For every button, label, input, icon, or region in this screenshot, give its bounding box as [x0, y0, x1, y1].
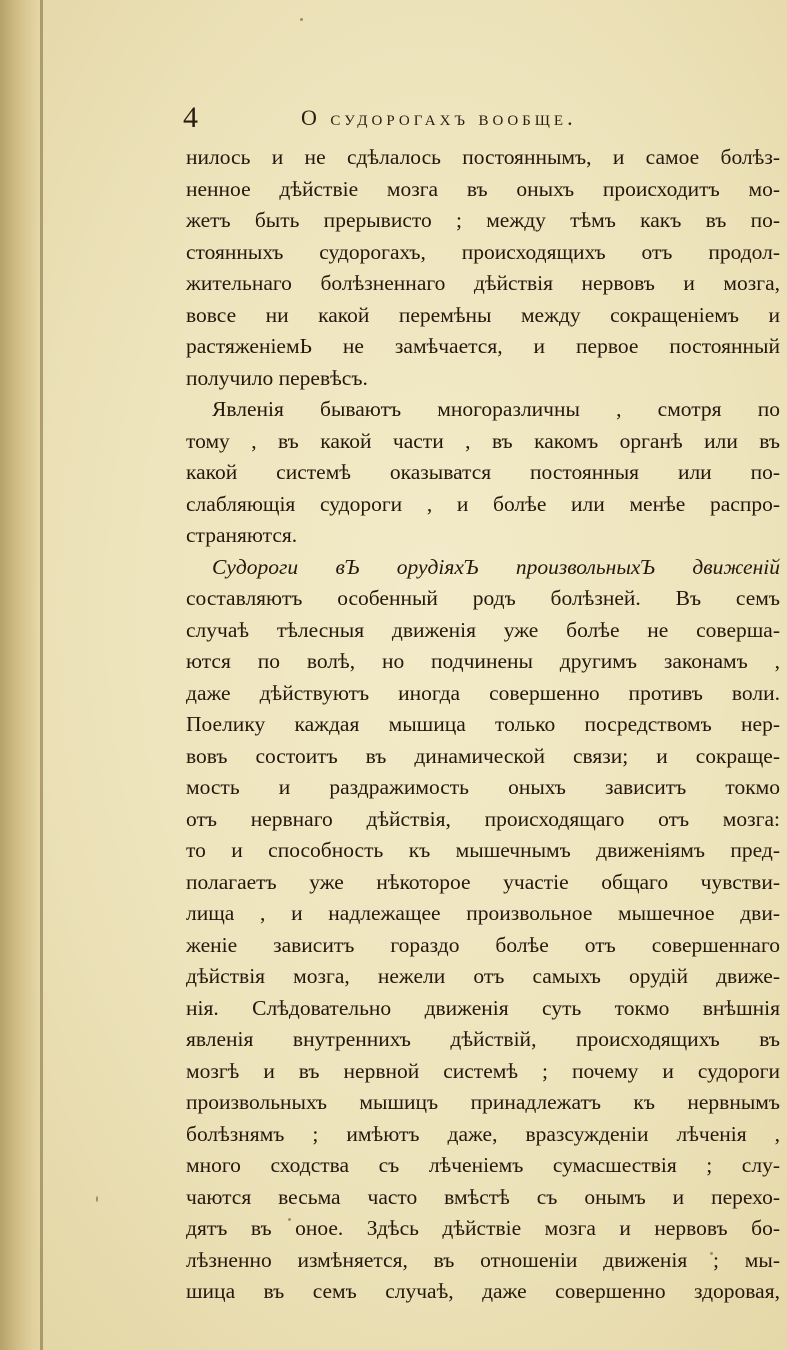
page-gutter: [0, 0, 44, 1350]
text-line: ются по волѣ, но подчинены другимъ законамъ ,: [186, 649, 780, 673]
text-line: лѣзненно измѣняется, въ отношеніи движенія ; мы-: [186, 1247, 780, 1272]
text-line: ненное дѣйствіе мозга въ оныхъ происходитъ мо-: [186, 176, 780, 201]
text-line: мость и раздражимость оныхъ зависитъ токмо: [186, 775, 780, 799]
text-line: чаются весьма часто вмѣстѣ съ онымъ и перехо-: [186, 1184, 780, 1209]
binding-edge: [40, 0, 43, 1350]
text-line: женіе зависитъ гораздо болѣе отъ совершеннаго: [186, 932, 780, 957]
text-line: нилось и не сдѣлалось постояннымъ, и самое болѣз-: [186, 145, 780, 169]
text-line: нія. Слѣдовательно движенія суть токмо внѣшнія: [186, 995, 780, 1020]
paper-speck: [300, 18, 303, 21]
section-heading-line: Судороги вЪ орудіяхЪ произвольныхЪ движеній: [212, 554, 780, 579]
text-line: тому , въ какой части , въ какомъ органѣ или въ: [186, 428, 780, 453]
text-line: дятъ въ оное. Здѣсь дѣйствіе мозга и нервовъ бо-: [186, 1216, 780, 1240]
text-line: болѣзнямъ ; имѣютъ даже, вразсужденіи лѣченія ,: [186, 1121, 780, 1146]
text-line: даже дѣйствуютъ иногда совершенно противъ воли.: [186, 680, 780, 705]
paragraph-3: [186, 552, 780, 1308]
text-line: получило перевѣсъ.: [186, 365, 368, 390]
text-line: слабляющія судороги , и болѣе или менѣе распро-: [186, 491, 780, 516]
text-line: стоянныхъ судорогахъ, происходящихъ отъ продол-: [186, 239, 780, 264]
text-line: полагаетъ уже нѣкоторое участіе общаго чувстви-: [186, 869, 780, 894]
paper-speck: [96, 1196, 98, 1202]
paragraph-2: [186, 394, 780, 552]
text-line: произвольныхъ мышицъ принадлежатъ къ нервнымъ: [186, 1090, 780, 1114]
text-line: шица въ семъ случаѣ, даже совершенно здоровая,: [186, 1279, 780, 1303]
text-line: дѣйствія мозга, нежели отъ самыхъ орудій движе-: [186, 964, 780, 988]
text-line: вовсе ни какой перемѣны между сокращеніемъ и: [186, 302, 780, 327]
text-line: то и способность къ мышечнымъ движеніямъ пред-: [186, 838, 780, 862]
text-line: жетъ быть прерывисто ; между тѣмъ какъ въ по-: [186, 208, 780, 232]
paragraph-1: [186, 142, 780, 394]
text-line: мозгѣ и въ нервной системѣ ; почему и судороги: [186, 1058, 780, 1083]
text-line: много сходства съ лѣченіемъ сумасшествія ; слу-: [186, 1153, 780, 1177]
text-line: случаѣ тѣлесныя движенія уже болѣе не соверша-: [186, 617, 780, 642]
text-line: отъ нервнаго дѣйствія, происходящаго отъ мозга:: [186, 806, 780, 831]
text-line: какой системѣ оказыватся постоянныя или по-: [186, 460, 780, 484]
text-line: лища , и надлежащее произвольное мышечное дви-: [186, 901, 780, 925]
text-line: Явленія бываютъ многоразличны , смотря по: [212, 397, 780, 421]
text-line: вовъ состоитъ въ динамической связи; и сокраще-: [186, 743, 780, 768]
page-number: 4: [183, 101, 198, 134]
chapter-title: О судорогахъ вообще.: [301, 105, 577, 130]
text-line: явленія внутреннихъ дѣйствій, происходящихъ въ: [186, 1027, 780, 1051]
text-line: Поелику каждая мышица только посредствомъ нер-: [186, 712, 780, 736]
text-line: составляютъ особенный родъ болѣзней. Въ семъ: [186, 586, 780, 610]
body-text: [186, 142, 780, 1308]
text-line: страняются.: [186, 523, 298, 547]
text-line: растяженіемЬ не замѣчается, и первое постоянный: [186, 334, 780, 358]
text-line: жительнаго болѣзненнаго дѣйствія нервовъ и мозга,: [186, 271, 780, 295]
running-head: [183, 98, 663, 138]
